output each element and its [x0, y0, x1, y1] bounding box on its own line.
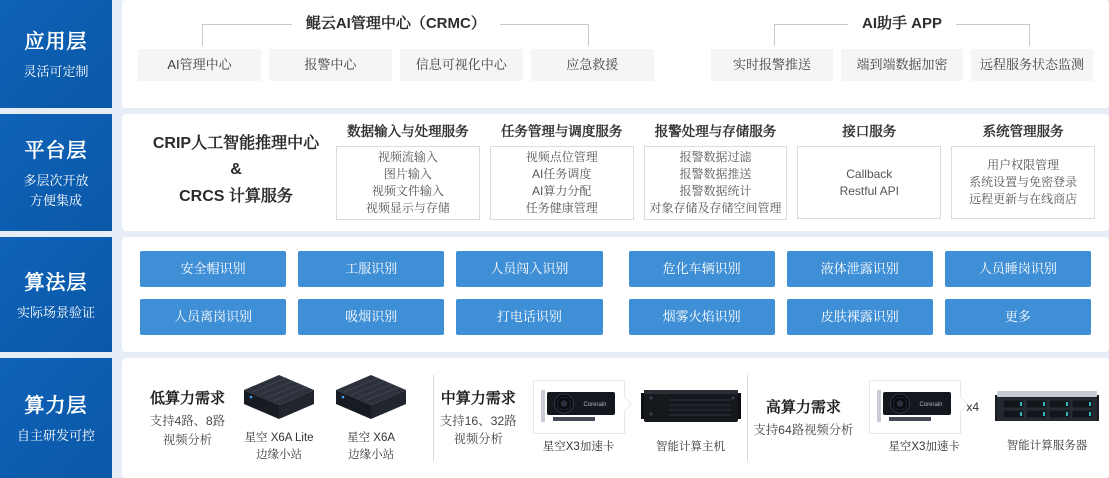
compute-group-text [754, 396, 854, 439]
service-item: Restful API [839, 183, 899, 198]
algo-button-hazard-vehicle[interactable]: 危化车辆识别 [629, 251, 775, 287]
service-item: Callback [846, 166, 893, 181]
service-item: AI任务调度 [532, 167, 592, 181]
device-caption [656, 439, 725, 456]
button-ai-management-center[interactable]: AI管理中心 [138, 49, 261, 81]
service-item: 视频显示与存储 [365, 201, 450, 215]
service-item: 图片输入 [383, 167, 432, 181]
device-compute-host [641, 380, 741, 456]
crmc-group-title: 鲲云AI管理中心（CRMC） [292, 14, 500, 34]
service-item-box [644, 146, 788, 220]
service-column-header: 任务管理与调度服务 [500, 124, 623, 139]
service-item-box [797, 146, 941, 219]
layer-subtitle: 自主研发可控 [16, 428, 95, 444]
service-item: AI算力分配 [532, 184, 592, 198]
app-bracket [774, 15, 1030, 46]
sidebar-layer-compute [0, 358, 112, 478]
algo-button-intrusion[interactable]: 人员闯入识别 [456, 251, 602, 287]
service-column-header: 接口服务 [842, 124, 897, 139]
algo-button-phone-call[interactable]: 打电话识别 [456, 299, 602, 335]
vertical-divider [747, 375, 748, 461]
service-column-system-management [951, 122, 1095, 219]
compute-group-subtitle-line: 视频分析 [453, 432, 503, 447]
button-info-visualization-center[interactable]: 信息可视化中心 [400, 49, 523, 81]
compute-group-title: 中算力需求 [440, 390, 516, 408]
service-item-box [951, 146, 1095, 219]
device-edge-station-lite [241, 373, 317, 463]
gpu-card-device-image [539, 386, 619, 428]
layer-title: 算力层 [24, 395, 88, 418]
algo-button-off-duty[interactable]: 人员离岗识别 [140, 299, 286, 335]
algo-button-sleeping-on-duty[interactable]: 人员睡岗识别 [945, 251, 1091, 287]
platform-title-line: & [230, 161, 242, 179]
service-item: 对象存储及存储空间管理 [649, 201, 782, 215]
compute-group-title: 低算力需求 [149, 390, 225, 408]
sidebar-layer-application [0, 0, 112, 108]
service-item: 视频流输入 [377, 150, 438, 164]
layer-title: 平台层 [24, 139, 88, 162]
service-item: 报警数据统计 [679, 184, 752, 198]
device-caption-line: 星空 X6A [347, 431, 396, 444]
algo-button-helmet[interactable]: 安全帽识别 [140, 251, 286, 287]
device-gpu-card-high [869, 380, 979, 456]
device-caption-line: 智能计算服务器 [1006, 440, 1088, 453]
algo-button-more[interactable]: 更多 [945, 299, 1091, 335]
button-end-to-end-encryption[interactable]: 端到端数据加密 [841, 49, 963, 81]
compute-group-subtitle-line: 视频分析 [162, 432, 213, 447]
platform-title-line: CRCS 计算服务 [179, 187, 293, 205]
compute-group-low [132, 373, 427, 463]
compute-group-high [754, 380, 1099, 456]
service-column-alarm-storage [644, 122, 788, 219]
gpu-quantity-badge: x4 [966, 400, 979, 415]
service-item: 远程更新与在线商店 [969, 192, 1078, 206]
compute-group-subtitle-line: 支持16、32路 [440, 414, 517, 429]
edge-station-device-image [241, 373, 317, 425]
compute-group-subtitle-line: 支持64路视频分析 [753, 423, 854, 438]
layer-title: 应用层 [24, 31, 88, 54]
service-column-data-input [336, 122, 480, 219]
compute-group-text [150, 387, 225, 449]
service-item: 报警数据推送 [679, 167, 752, 181]
service-item: 视频文件输入 [371, 184, 444, 198]
platform-title-line: CRIP人工智能推理中心 [152, 134, 320, 152]
vertical-divider [433, 375, 434, 461]
layer-subtitle: 灵活可定制 [23, 64, 89, 80]
server-rack-device-image [995, 381, 1099, 433]
device-caption [347, 430, 395, 463]
device-caption [245, 430, 314, 463]
compute-group-title: 高算力需求 [765, 399, 841, 417]
compute-group-subtitle-line: 支持4路、8路 [149, 414, 226, 429]
algo-button-workwear[interactable]: 工服识别 [298, 251, 444, 287]
service-column-header: 数据输入与处理服务 [347, 124, 469, 139]
gpu-card-callout [533, 380, 625, 434]
server-host-device-image [641, 380, 741, 434]
crmc-bracket [202, 15, 589, 46]
service-item: 系统设置与免密登录 [969, 175, 1078, 189]
button-emergency-rescue[interactable]: 应急救援 [531, 49, 654, 81]
ai-assistant-group-title: AI助手 APP [848, 14, 956, 34]
platform-center-title [136, 122, 336, 219]
device-edge-station [333, 373, 409, 463]
service-item: 报警数据过滤 [679, 150, 752, 164]
compute-group-mid [440, 380, 741, 456]
gpu-brand-label: Corerain [919, 402, 943, 409]
algorithm-layer-panel [122, 237, 1109, 352]
sidebar-layer-algorithm [0, 237, 112, 352]
device-caption [543, 439, 615, 456]
service-item: 用户权限管理 [987, 158, 1060, 172]
layer-subtitle-line: 多层次开放 [23, 172, 89, 188]
service-column-header: 系统管理服务 [982, 124, 1064, 139]
button-remote-service-monitor[interactable]: 远程服务状态监测 [971, 49, 1093, 81]
device-caption-line: 星空X3加速卡 [542, 441, 615, 454]
device-caption-line: 边缘小站 [256, 448, 303, 461]
algo-button-liquid-leak[interactable]: 液体泄露识别 [787, 251, 933, 287]
service-item: 任务健康管理 [525, 201, 598, 215]
service-item: 视频点位管理 [525, 150, 598, 164]
algo-button-smoking[interactable]: 吸烟识别 [298, 299, 444, 335]
service-column-interface [797, 122, 941, 219]
service-column-header: 报警处理与存储服务 [654, 124, 777, 139]
application-layer-panel [122, 0, 1109, 108]
edge-station-device-image [333, 373, 409, 425]
device-caption-line: 星空 X6A Lite [244, 431, 314, 444]
algo-button-skin-exposure[interactable]: 皮肤裸露识别 [787, 299, 933, 335]
gpu-card-callout [869, 380, 961, 434]
algo-button-smoke-fire[interactable]: 烟雾火焰识别 [629, 299, 775, 335]
layer-title: 算法层 [24, 271, 88, 294]
compute-layer-panel [122, 358, 1109, 478]
device-caption-line: 智能计算主机 [656, 441, 726, 454]
service-column-task-management [490, 122, 634, 219]
compute-group-text [440, 387, 517, 449]
ai-assistant-app-group [711, 15, 1093, 108]
layer-subtitle [23, 171, 88, 211]
layer-subtitle-line: 方便集成 [29, 193, 82, 208]
crmc-group [138, 15, 654, 108]
button-realtime-alarm-push[interactable]: 实时报警推送 [711, 49, 833, 81]
button-alarm-center[interactable]: 报警中心 [269, 49, 392, 81]
device-caption-line: 边缘小站 [348, 448, 395, 461]
device-compute-server [995, 381, 1099, 455]
device-gpu-card-mid [533, 380, 625, 456]
service-item-box [490, 146, 634, 220]
device-caption [1007, 438, 1088, 455]
service-item-box [336, 146, 480, 220]
device-caption-line: 星空X3加速卡 [888, 441, 960, 454]
sidebar-layer-platform [0, 114, 112, 231]
layer-subtitle: 实际场景验证 [16, 304, 95, 320]
gpu-brand-label: Corerain [583, 402, 607, 409]
platform-layer-panel [122, 114, 1109, 231]
gpu-card-device-image [875, 386, 955, 428]
device-caption [888, 439, 960, 456]
